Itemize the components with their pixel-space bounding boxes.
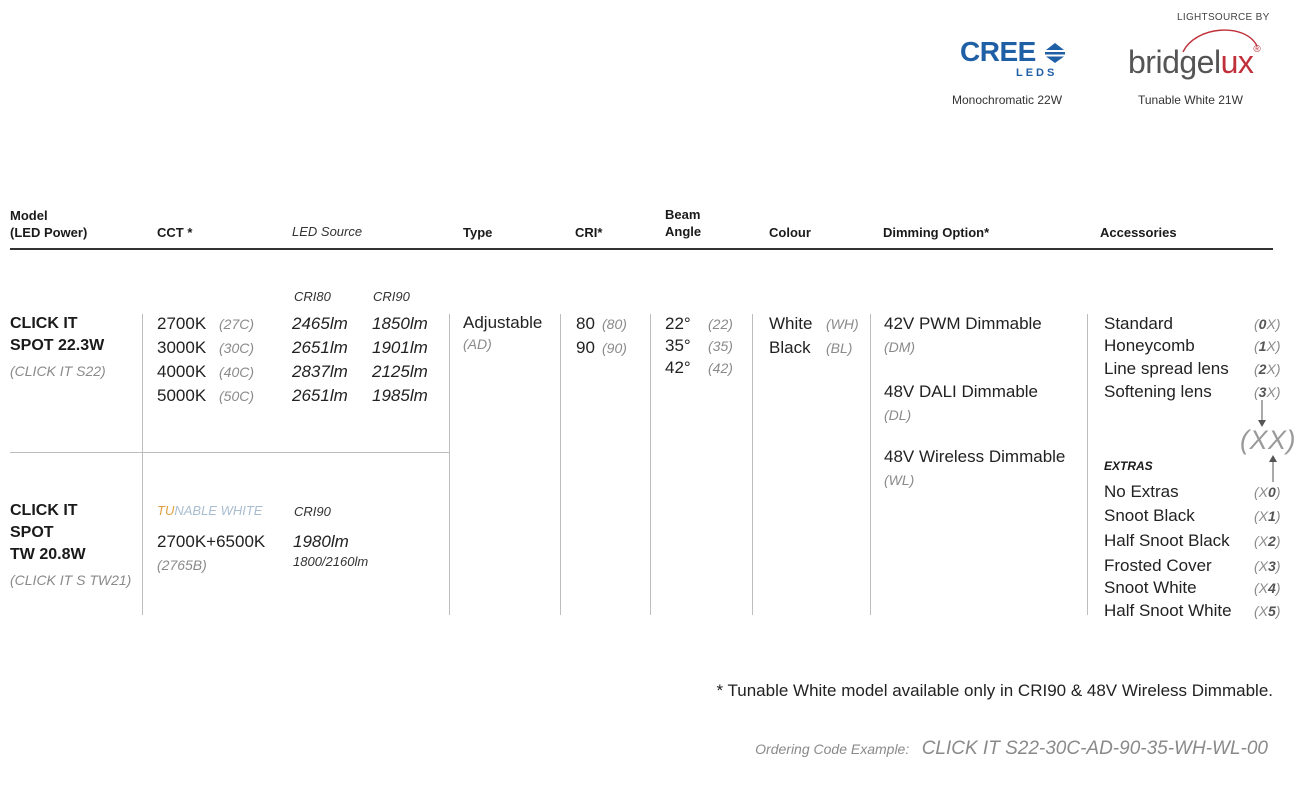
accessory-code: (0X)	[1254, 316, 1281, 332]
bridgelux-logo	[1128, 44, 1260, 81]
extra-label: Half Snoot Black	[1104, 531, 1230, 550]
header-accessories: Accessories	[1100, 225, 1177, 240]
lumen-cri90: 1985lm	[372, 386, 428, 405]
header-beam-line1: Beam	[665, 207, 701, 222]
divider-accessories	[1087, 314, 1088, 615]
ordering-code-value: CLICK IT S22-30C-AD-90-35-WH-WL-00	[921, 738, 1268, 759]
type-value: Adjustable	[463, 313, 543, 332]
bridgelux-word-a: bridgel	[1128, 44, 1221, 80]
bridgelux-caption: Tunable White 21W	[1138, 93, 1243, 107]
beam-code: (35)	[708, 338, 733, 354]
row2-cri90-header: CRI90	[294, 504, 331, 519]
tunable-label-a: TU	[157, 503, 175, 518]
header-rule	[10, 248, 1273, 250]
cree-logo-word: CREE	[960, 36, 1036, 67]
extra-label: No Extras	[1104, 482, 1179, 501]
cri-code: (80)	[602, 316, 627, 332]
divider-cri	[560, 314, 561, 615]
header-colour: Colour	[769, 225, 811, 240]
extras-heading: EXTRAS	[1104, 459, 1153, 473]
header-led-source: LED Source	[292, 224, 363, 239]
row2-cct-value: 2700K+6500K	[157, 532, 266, 551]
row1-cri90-header: CRI90	[373, 289, 410, 304]
header-beam-angle	[665, 206, 701, 240]
row1-model-line1: CLICK IT	[10, 315, 78, 332]
lumen-cri80: 2651lm	[292, 386, 348, 405]
colour-code: (WH)	[826, 316, 859, 332]
cct-value: 2700K	[157, 314, 207, 333]
header-beam-line2: Angle	[665, 224, 702, 239]
header-model-line2: (LED Power)	[10, 225, 88, 240]
lumen-cri80: 2651lm	[292, 338, 348, 357]
row-divider	[10, 452, 449, 453]
tunable-label-b: NABLE WHITE	[174, 503, 263, 518]
cree-caption: Monochromatic 22W	[952, 93, 1063, 107]
footnote: * Tunable White model available only in CRI90 & 48V Wireless Dimmable.	[716, 681, 1273, 700]
extra-code: (X5)	[1254, 603, 1281, 619]
cct-code: (27C)	[219, 316, 255, 332]
extra-code: (X0)	[1254, 484, 1281, 500]
cct-value: 5000K	[157, 386, 207, 405]
extra-label: Snoot Black	[1104, 506, 1195, 525]
arrow-up-icon	[1267, 454, 1279, 482]
accessory-code-xx: (XX)	[1240, 425, 1296, 455]
cri-code: (90)	[602, 340, 627, 356]
dimming-code: (DL)	[884, 407, 912, 423]
row1-model-name	[10, 313, 104, 357]
type-code: (AD)	[463, 336, 492, 352]
tunable-white-label	[157, 503, 262, 518]
cct-value: 3000K	[157, 338, 207, 357]
cct-code: (30C)	[219, 340, 255, 356]
extra-code: (X2)	[1254, 533, 1281, 549]
row1-cri80-header: CRI80	[294, 289, 331, 304]
lumen-cri90: 1850lm	[372, 314, 428, 333]
divider-type	[449, 314, 450, 615]
dimming-code: (WL)	[884, 472, 915, 488]
colour-value: Black	[769, 338, 811, 357]
accessory-code: (2X)	[1254, 361, 1281, 377]
row2-model-name	[10, 500, 86, 566]
beam-value: 22°	[665, 314, 691, 333]
divider-colour	[752, 314, 753, 615]
header-type: Type	[463, 225, 493, 240]
dimming-code: (DM)	[884, 339, 916, 355]
dimming-value: 42V PWM Dimmable	[884, 314, 1042, 333]
beam-value: 42°	[665, 358, 691, 377]
accessory-label: Standard	[1104, 314, 1173, 333]
cct-code: (40C)	[219, 364, 255, 380]
cri-value: 80	[576, 314, 595, 333]
row2-model-line1: CLICK IT	[10, 502, 78, 519]
dimming-value: 48V Wireless Dimmable	[884, 447, 1066, 466]
header-cri: CRI*	[575, 225, 603, 240]
ordering-code-label: Ordering Code Example:	[755, 741, 910, 757]
extra-label: Frosted Cover	[1104, 556, 1212, 575]
cree-logo-mark	[1043, 42, 1067, 64]
lumen-cri90: 1901lm	[372, 338, 428, 357]
extra-code: (X1)	[1254, 508, 1281, 524]
accessory-code: (3X)	[1254, 384, 1281, 400]
divider-beam	[650, 314, 651, 615]
accessory-label: Softening lens	[1104, 382, 1212, 401]
lumen-cri80: 2465lm	[292, 314, 348, 333]
bridgelux-reg: ®	[1253, 44, 1261, 55]
arrow-down-icon	[1256, 400, 1268, 428]
row2-model-line3: TW 20.8W	[10, 546, 86, 563]
header-dimming: Dimming Option*	[883, 225, 990, 240]
extra-label: Half Snoot White	[1104, 601, 1232, 620]
header-model	[10, 207, 87, 241]
colour-code: (BL)	[826, 340, 853, 356]
row2-lumen-range: 1800/2160lm	[293, 554, 369, 569]
accessory-label: Honeycomb	[1104, 336, 1195, 355]
row2-model-line2: SPOT	[10, 524, 54, 541]
extra-label: Snoot White	[1104, 578, 1197, 597]
header-model-line1: Model	[10, 208, 48, 223]
accessory-code: (1X)	[1254, 338, 1281, 354]
divider-cct	[142, 314, 143, 615]
header-cct: CCT *	[157, 225, 193, 240]
lumen-cri80: 2837lm	[292, 362, 348, 381]
cct-value: 4000K	[157, 362, 207, 381]
beam-value: 35°	[665, 336, 691, 355]
row2-model-code: (CLICK IT S TW21)	[10, 572, 132, 588]
beam-code: (42)	[708, 360, 733, 376]
bridgelux-word-b: ux	[1220, 44, 1254, 80]
extra-code: (X3)	[1254, 558, 1281, 574]
colour-value: White	[769, 314, 813, 333]
extra-code: (X4)	[1254, 580, 1281, 596]
cree-logo	[960, 36, 1070, 82]
beam-code: (22)	[708, 316, 733, 332]
row2-cct-code: (2765B)	[157, 557, 207, 573]
dimming-value: 48V DALI Dimmable	[884, 382, 1039, 401]
cree-logo-leds: LEDS	[1016, 67, 1058, 79]
ordering-code-example	[755, 738, 1268, 760]
divider-dimming	[870, 314, 871, 615]
accessory-label: Line spread lens	[1104, 359, 1229, 378]
cct-code: (50C)	[219, 388, 255, 404]
row1-model-code: (CLICK IT S22)	[10, 363, 106, 379]
row1-model-line2: SPOT 22.3W	[10, 337, 105, 354]
row2-lumen: 1980lm	[293, 532, 349, 551]
lumen-cri90: 2125lm	[372, 362, 428, 381]
cri-value: 90	[576, 338, 595, 357]
bridgelux-top-label: LIGHTSOURCE BY	[1177, 12, 1270, 23]
